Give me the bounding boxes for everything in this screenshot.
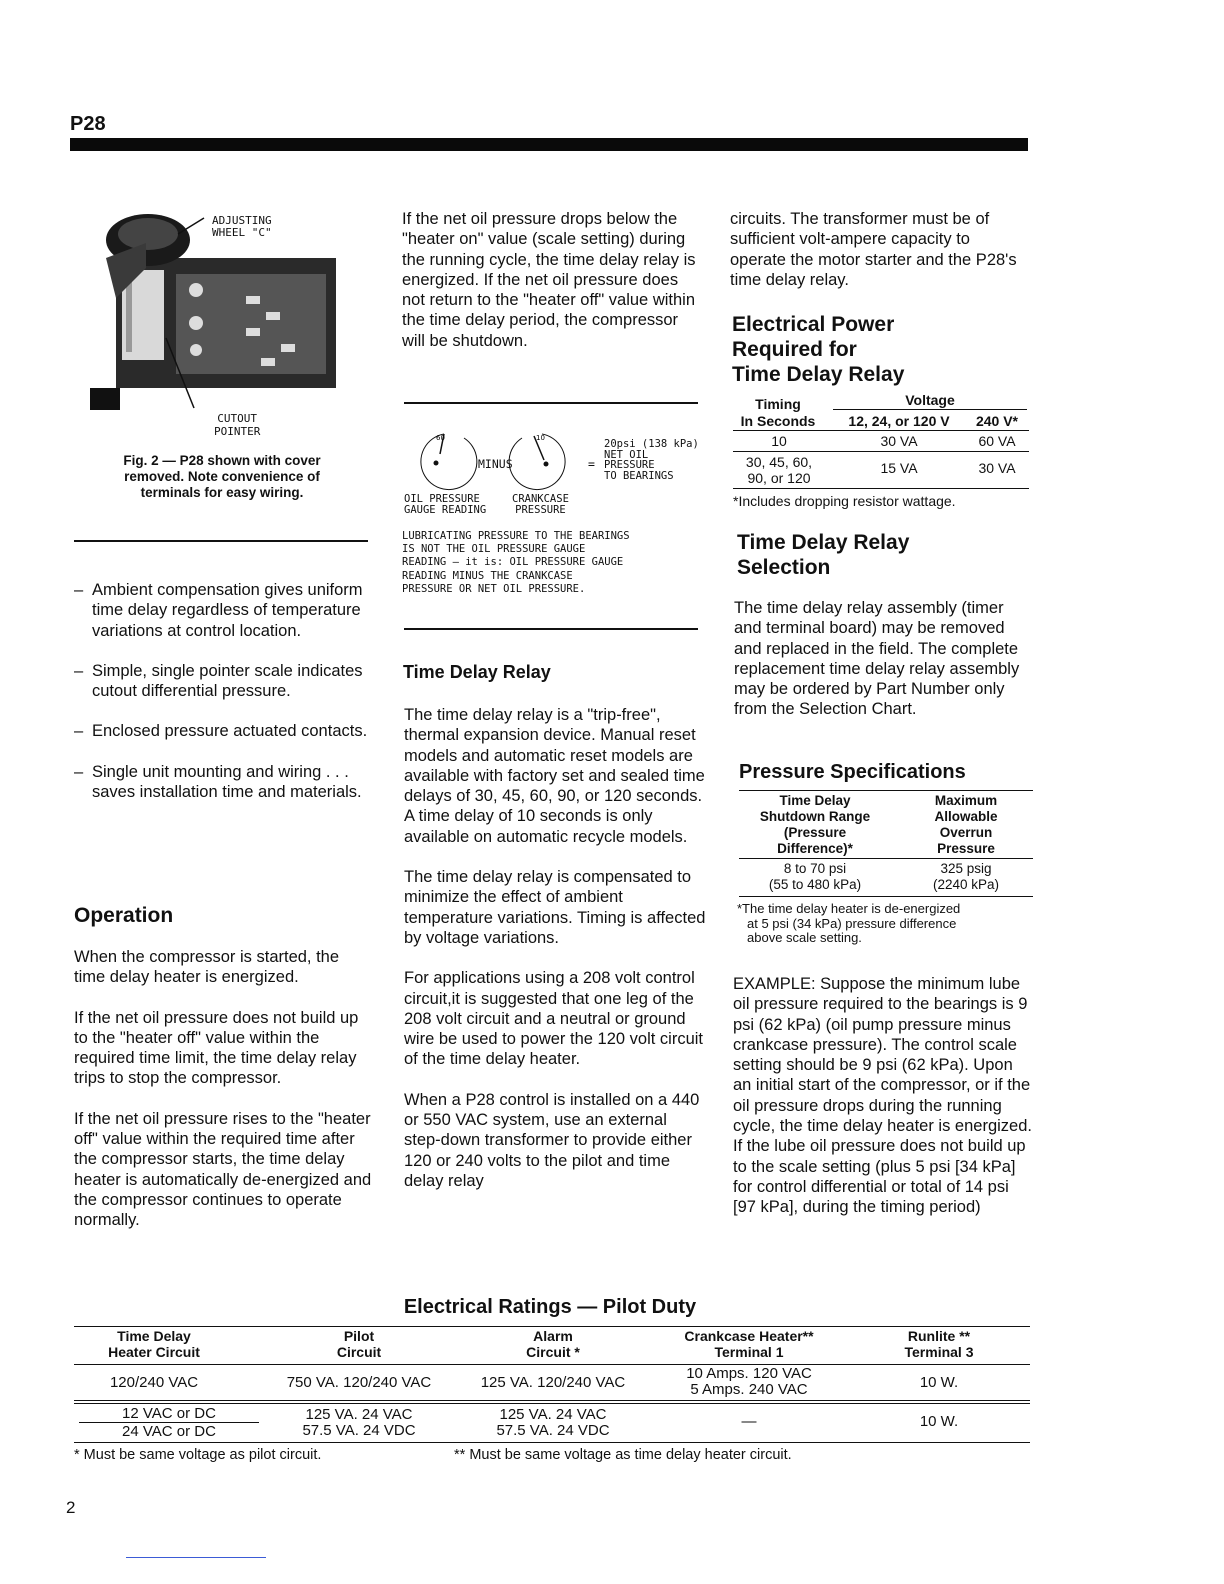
paragraph: If the net oil pressure drops below the "heater on" value (scale setting) during the running cycle, the time delay relay is energized. If the net oil pressure does not return to the "heater off" value within the time delay period, the compressor will be shutdown. xyxy=(402,210,696,350)
power-footnote: *Includes dropping resistor wattage. xyxy=(733,493,956,509)
time-delay-relay-text xyxy=(404,705,706,1191)
example-paragraph: EXAMPLE: Suppose the minimum lube oil pressure required to the bearings is 9 psi (62 kPa) (oil pump pressure minus crankcase pressure). The control scale setting should be 9 psi (62 kPa). Upon an initial start of the compressor, or if the oil pressure drops during the running cycle, the time delay heater is energized. If the lube oil pressure does not build up to the scale setting (plus 5 psi [34 kPa] for control differential or total of 14 psi [97 kPa], during the timing period) xyxy=(733,975,1032,1217)
paragraph: circuits. The transformer must be of sufficient volt-ampere capacity to operate the motor starter and the P28's time delay relay. xyxy=(730,210,1017,289)
table-header: Pilot Circuit xyxy=(336,1328,382,1360)
table-cell: 15 VA xyxy=(880,460,918,476)
diagram-gauge-label: OIL PRESSURE GAUGE READING xyxy=(404,493,487,516)
table-header: 240 V* xyxy=(975,413,1019,429)
table-cell: 10 W. xyxy=(919,1413,959,1430)
figure-caption: Fig. 2 — P28 shown with cover removed. Note convenience of terminals for easy wiring. xyxy=(123,453,321,500)
table-header: Maximum Allowable Overrun Pressure xyxy=(934,793,998,856)
diagram-result: 20psi (138 kPa) NET OIL PRESSURE TO BEARINGS xyxy=(604,438,699,482)
paragraph: If the net oil pressure rises to the "heater off" value within the required time after the compressor starts, the time delay heater is automatically de-energized and the compressor continues to operate normally. xyxy=(74,1109,372,1230)
table-cell: 120/240 VAC xyxy=(109,1374,199,1391)
table-cell: 12 VAC or DC 24 VAC or DC xyxy=(74,1405,264,1440)
table-cell: 30 VA xyxy=(880,433,918,449)
paragraph: For applications using a 208 volt control circuit,it is suggested that one leg of the 208 volt circuit and a neutral or ground wire be used to power the 120 volt circuit of the time delay heater. xyxy=(404,969,703,1069)
paragraph: If the net oil pressure does not build up to the "heater off" value within the required time limit, the time delay relay trips to stop the compressor. xyxy=(74,1008,359,1088)
paragraph: The time delay relay is a "trip-free", thermal expansion device. Manual reset models and automatic reset models are available with factory set and sealed time delays of 30, 45, 60, 90, or 120 seconds. A time delay of 10 seconds is only available on automatic recycle models. xyxy=(404,706,705,846)
operation-text xyxy=(74,947,374,1231)
diagram-note: LUBRICATING PRESSURE TO THE BEARINGS IS NOT THE OIL PRESSURE GAUGE READING — it is: OIL PRESSURE GAUGE READING MINUS THE CRANKCASE PRESSURE OR NET OIL PRESSURE. xyxy=(402,530,630,595)
power-heading: Electrical Power Required for Time Delay Relay xyxy=(732,313,905,386)
section-heading: Time Delay Relay xyxy=(403,662,551,682)
paragraph: When a P28 control is installed on a 440 or 550 VAC system, use an external step-down transformer to provide either 120 or 240 volts to the pilot and time delay relay xyxy=(404,1090,700,1190)
list-item: – Simple, single pointer scale indicates cutout differential pressure. xyxy=(74,661,363,701)
power-table xyxy=(733,390,1029,490)
selection-heading: Time Delay Relay Selection xyxy=(737,531,910,579)
table-cell: 125 VA. 120/240 VAC xyxy=(480,1374,626,1391)
pressure-spec-table xyxy=(739,790,1033,898)
table-header: Runlite ** Terminal 3 xyxy=(904,1328,974,1360)
table-cell: — xyxy=(741,1413,757,1430)
ratings-footnote-1: * Must be same voltage as pilot circuit. xyxy=(74,1447,322,1463)
table-header: Crankcase Heater** Terminal 1 xyxy=(684,1328,814,1360)
table-header: 12, 24, or 120 V xyxy=(848,413,950,429)
table-cell: 30 VA xyxy=(978,460,1016,476)
ratings-heading: Electrical Ratings — Pilot Duty xyxy=(403,1296,697,1318)
pressure-spec-footnote: *The time delay heater is de-energized at 5 psi (34 kPa) pressure difference above scale setting. xyxy=(737,901,961,945)
ratings-footnote-2: ** Must be same voltage as time delay heater circuit. xyxy=(454,1447,792,1463)
divider xyxy=(126,1557,266,1558)
list-item: – Single unit mounting and wiring . . . saves installation time and materials. xyxy=(74,762,362,802)
pressure-spec-heading: Pressure Specifications xyxy=(739,761,966,783)
table-cell: 125 VA. 24 VAC 57.5 VA. 24 VDC xyxy=(496,1406,610,1439)
operation-heading: Operation xyxy=(74,904,174,927)
ratings-table xyxy=(74,1326,1030,1444)
table-header: Time Delay Shutdown Range (Pressure Difference)* xyxy=(759,793,871,856)
divider xyxy=(404,402,698,404)
table-header: Voltage xyxy=(905,392,955,408)
table-cell: 60 VA xyxy=(978,433,1016,449)
table-header: Time Delay Heater Circuit xyxy=(108,1328,200,1360)
table-header: Alarm Circuit * xyxy=(526,1328,580,1360)
table-cell: 8 to 70 psi (55 to 480 kPa) xyxy=(768,861,862,892)
paragraph: When the compressor is started, the time delay heater is energized. xyxy=(74,948,340,987)
page-number: 2 xyxy=(66,1498,76,1517)
table-cell: 750 VA. 120/240 VAC xyxy=(286,1374,432,1391)
list-item: – Ambient compensation gives uniform time delay regardless of temperature variations at control location. xyxy=(74,581,363,640)
table-cell: 125 VA. 24 VAC 57.5 VA. 24 VDC xyxy=(302,1406,416,1439)
feature-list xyxy=(74,580,374,802)
svg-text:60: 60 xyxy=(436,434,445,442)
table-cell: 10 xyxy=(771,433,787,449)
table-cell: 325 psig (2240 kPa) xyxy=(932,861,1000,892)
label-cutout-pointer: CUTOUT POINTER xyxy=(214,412,261,438)
diagram-minus: MINUS xyxy=(478,457,513,471)
list-item: – Enclosed pressure actuated contacts. xyxy=(74,722,368,741)
divider xyxy=(404,628,698,630)
label-adjusting-wheel: ADJUSTING WHEEL "C" xyxy=(212,214,272,239)
diagram-crankcase-label: CRANKCASE PRESSURE xyxy=(512,493,569,516)
divider xyxy=(74,540,368,542)
paragraph: The time delay relay assembly (timer and terminal board) may be removed and replaced in the field. The complete replacement time delay relay assembly may be ordered by Part Number only from the Selection Chart. xyxy=(734,599,1020,719)
table-header: Timing In Seconds xyxy=(740,396,816,429)
header-bar xyxy=(70,138,1028,151)
paragraph: The time delay relay is compensated to minimize the effect of ambient temperature variations. Timing is affected by voltage variations. xyxy=(404,868,706,947)
svg-text:10: 10 xyxy=(536,434,545,442)
table-cell: 30, 45, 60, 90, or 120 xyxy=(745,454,813,486)
page-code: P28 xyxy=(70,113,106,135)
table-cell: 10 Amps. 120 VAC 5 Amps. 240 VAC xyxy=(686,1365,812,1398)
table-cell: 10 W. xyxy=(919,1374,959,1391)
diagram-equals: = xyxy=(588,457,595,471)
